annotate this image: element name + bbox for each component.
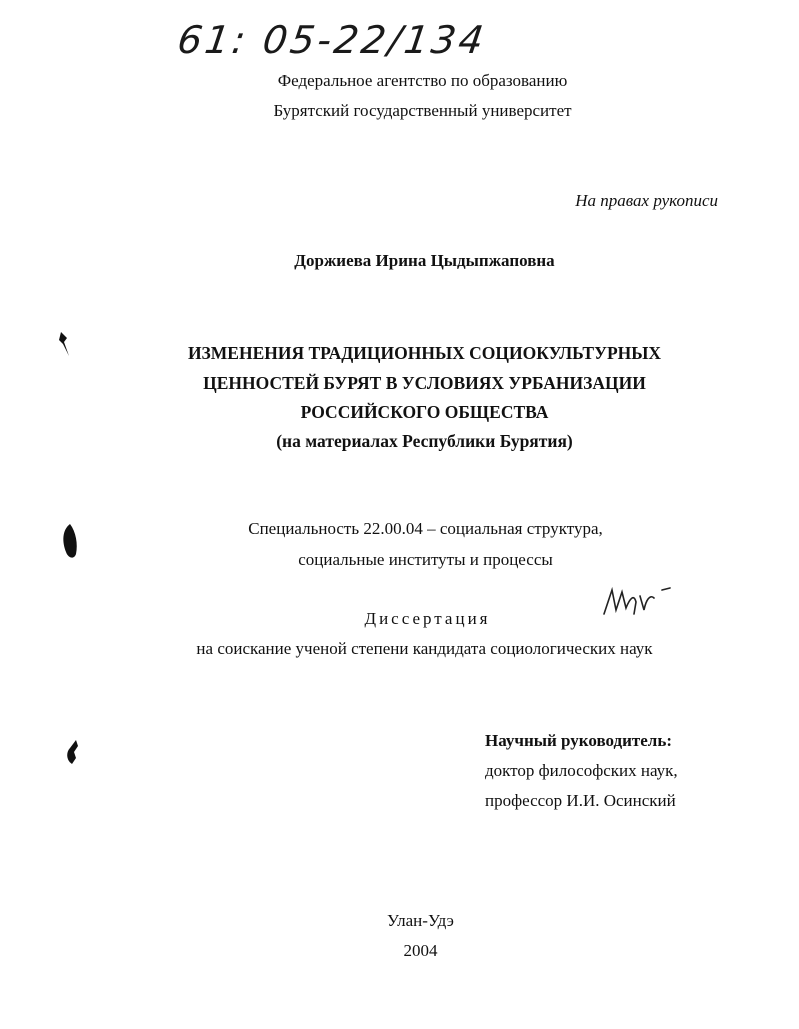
work-type-purpose: на соискание ученой степени кандидата социологических наук	[196, 639, 653, 658]
manuscript-note: На правах рукописи	[575, 191, 718, 210]
binding-mark-2	[58, 522, 82, 562]
city: Улан-Удэ	[387, 911, 454, 930]
binding-mark-1	[55, 330, 75, 360]
supervisor-degree: доктор философских наук,	[485, 761, 678, 780]
title-line-3: РОССИЙСКОГО ОБЩЕСТВА	[300, 402, 549, 422]
agency-name: Федеральное агентство по образованию	[277, 71, 568, 90]
work-type-label: Диссертация	[364, 609, 491, 628]
title-line-1: ИЗМЕНЕНИЯ ТРАДИЦИОННЫХ СОЦИОКУЛЬТУРНЫХ	[187, 343, 662, 363]
author-name: Доржиева Ирина Цыдыпжаповна	[294, 251, 555, 270]
year: 2004	[403, 941, 438, 960]
binding-mark-3	[62, 738, 84, 768]
supervisor-name: профессор И.И. Осинский	[485, 791, 676, 810]
title-subtitle: (на материалах Республики Бурятия)	[276, 431, 573, 451]
specialty-line-1: Специальность 22.00.04 – социальная структура,	[248, 519, 603, 538]
signature-stroke	[604, 588, 670, 614]
signature-mark	[600, 580, 680, 620]
title-line-2: ЦЕННОСТЕЙ БУРЯТ В УСЛОВИЯХ УРБАНИЗАЦИИ	[203, 373, 646, 393]
university-name: Бурятский государственный университет	[273, 101, 572, 120]
specialty-line-2: социальные институты и процессы	[298, 550, 553, 569]
supervisor-heading: Научный руководитель:	[485, 731, 672, 750]
archive-number: 61: 05-22/134	[174, 18, 490, 62]
